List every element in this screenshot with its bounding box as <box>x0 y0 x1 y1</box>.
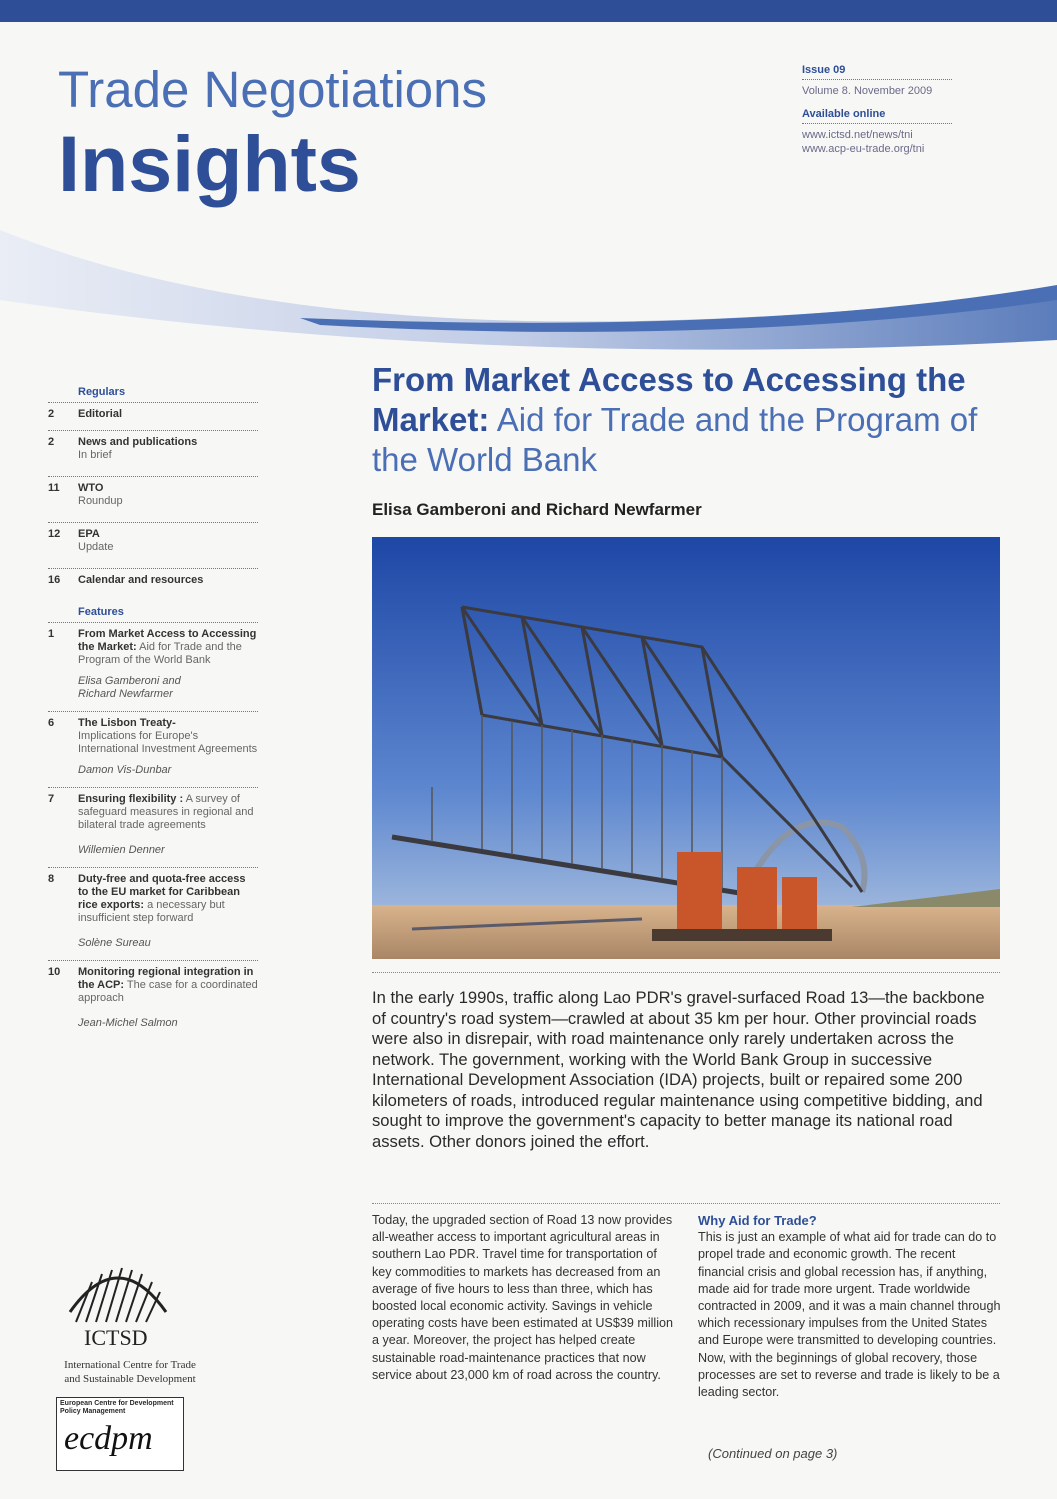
masthead-line1: Trade Negotiations <box>58 61 488 118</box>
toc-entry[interactable]: 1 From Market Access to Accessing the Market: Aid for Trade and the Program of the World Bank Elisa Gamberoni and Richard Newfarmer <box>48 622 258 711</box>
ictsd-logo-icon <box>62 1252 174 1324</box>
toc-entry[interactable]: 7 Ensuring flexibility : A survey of safeguard measures in regional and bilateral trade agreements Willemien Denner <box>48 787 258 867</box>
url-acp[interactable]: www.acp-eu-trade.org/tni <box>802 143 925 155</box>
ecdpm-wordmark: ecdpm <box>64 1420 153 1457</box>
article-title: From Market Access to Accessing the Market: Aid for Trade and the Program of the World Bank <box>372 361 978 478</box>
section-heading: Why Aid for Trade? <box>698 1213 817 1228</box>
issue-label: Issue 09 <box>802 64 846 76</box>
toc-entry[interactable]: 12 EPA Update <box>48 522 258 568</box>
toc-entry[interactable]: 6 The Lisbon Treaty- Implications for Europe's International Investment Agreements Damon Vis-Dunbar <box>48 711 258 787</box>
toc-regulars-heading: Regulars <box>78 386 126 398</box>
bridge-photo <box>372 537 1000 959</box>
divider <box>372 1203 1000 1204</box>
article-lede: In the early 1990s, traffic along Lao PDR's gravel-surfaced Road 13—the backbone of country's road system—crawled at about 35 km per hour. Other provincial roads were also in disrepair, with road maintenance only rarely undertaken across the network. The government, working with the World Bank Group in successive International Development Association (IDA) projects, built or repaired some 200 kilometers of roads, introduced regular maintenance using competitive bidding, and sought to improve the government's capacity to better manage its national road assets. Other donors joined the effort. <box>372 988 985 1151</box>
toc-entry[interactable]: 8 Duty-free and quota-free access to the EU market for Caribbean rice exports: a necessary but insufficient step forward Solène Sureau <box>48 867 258 960</box>
toc-entry[interactable]: 2 Editorial <box>48 402 258 430</box>
volume-text: Volume 8. November 2009 <box>802 85 933 97</box>
ictsd-fullname: International Centre for Trade and Sustainable Development <box>64 1359 196 1385</box>
toc-entry[interactable]: 16 Calendar and resources <box>48 568 258 596</box>
ictsd-name: ICTSD <box>84 1325 148 1350</box>
divider <box>372 972 1000 973</box>
continued-note[interactable]: (Continued on page 3) <box>708 1446 838 1461</box>
online-label: Available online <box>802 108 886 120</box>
issue-info <box>802 64 952 156</box>
toc-entry[interactable]: 11 WTO Roundup <box>48 476 258 522</box>
url-ictsd[interactable]: www.ictsd.net/news/tni <box>802 129 913 141</box>
column-2-text: This is just an example of what aid for trade can do to propel trade and economic growth. The recent financial crisis and global recession has, if anything, made aid for trade more urgent. Trade worldwide contracted in 2009, and it was a main channel through which recessionary impulses from the United States and Europe were transmitted to developing countries. Now, with the beginnings of global recovery, those processes are set to reverse and trade is likely to be a leading sector. <box>698 1230 1001 1400</box>
masthead-line2: Insights <box>58 119 361 208</box>
article-column-1: Today, the upgraded section of Road 13 now provides all-weather access to important agricultural areas in southern Lao PDR. Travel time for transportation of key commodities to markets has decreased from an average of five hours to less than three, which has boosted local economic activity. Savings in vehicle operating costs have been estimated at US$39 million a year. Moreover, the project has helped create sustainable road-maintenance practices that now service about 23,000 km of road across the country. <box>372 1213 674 1382</box>
article-authors: Elisa Gamberoni and Richard Newfarmer <box>372 500 702 519</box>
toc-entry[interactable]: 2 News and publications In brief <box>48 430 258 476</box>
toc-regulars <box>48 386 258 596</box>
toc-entry[interactable]: 10 Monitoring regional integration in the ACP: The case for a coordinated approach Jean-Michel Salmon <box>48 960 258 1040</box>
toc-features <box>48 606 258 1040</box>
article-column-2 <box>698 1212 1003 1401</box>
toc-features-heading: Features <box>78 606 124 618</box>
ecdpm-org: European Centre for Development Policy Management <box>60 1400 174 1415</box>
